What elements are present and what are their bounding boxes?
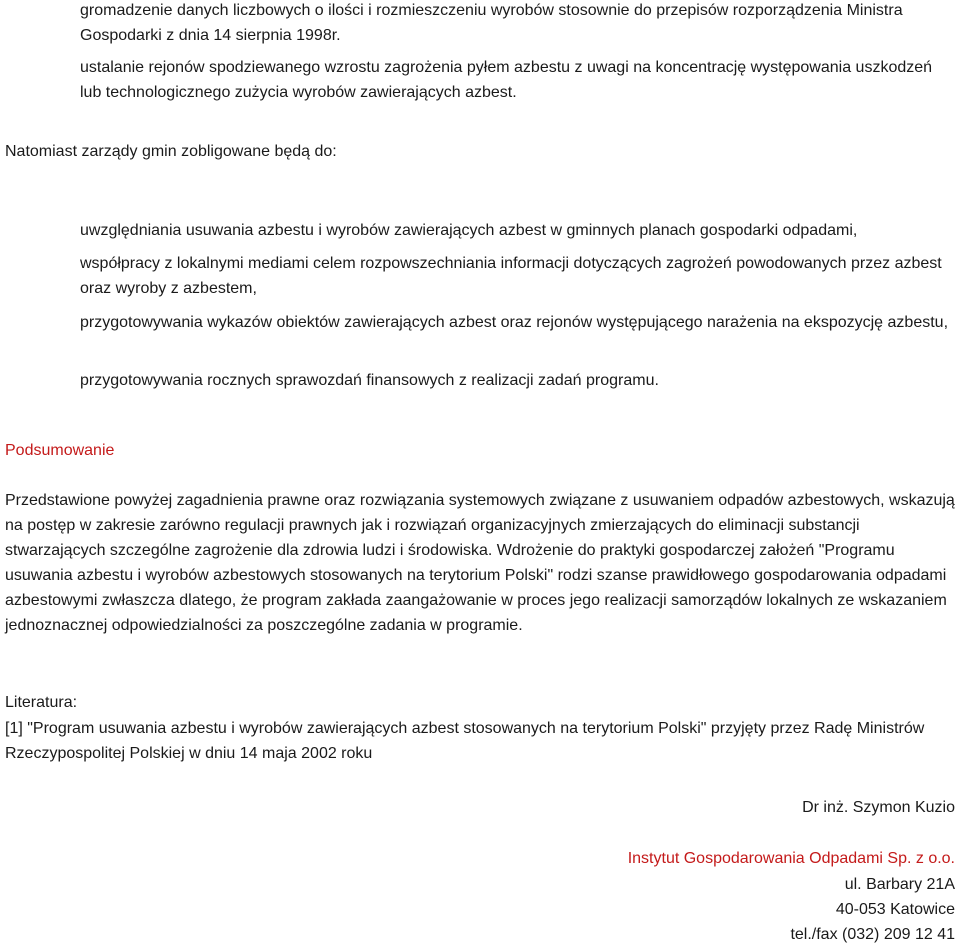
intro-paragraph: Natomiast zarządy gmin zobligowane będą do:	[5, 143, 337, 160]
list-item-waste-plans: uwzględniania usuwania azbestu i wyrobów zawierających azbest w gminnych planach gospodarki odpadami,	[80, 222, 858, 239]
institute-name: Instytut Gospodarowania Odpadami Sp. z o.o.	[627, 850, 955, 867]
list-item-risk-areas: ustalanie rejonów spodziewanego wzrostu zagrożenia pyłem azbestu z uwagi na koncentrację występowania uszkodzeń lub technologicznego zużycia wyrobów zawierających azbest.	[80, 59, 933, 101]
summary-paragraph: Przedstawione powyżej zagadnienia prawne oraz rozwiązania systemowych związane z usuwaniem odpadów azbestowych, wskazują na postęp w zakresie zarówno regulacji prawnych jak i rozwiązań organizacyjnych zmierzających do eliminacji substancji stwarzających szczególne zagrożenie dla zdrowia ludzi i środowiska. Wdrożenie do praktyki gospodarczej założeń "Programu usuwania azbestu i wyrobów azbestowych stosowanych na terytorium Polski" rodzi szanse prawidłowego gospodarowania odpadami azbestowymi zwłaszcza dlatego, że program zakłada zaangażowanie w proces jego realizacji samorządów lokalnych ze wskazaniem jednoznacznej odpowiedzialności za poszczególne zadania w programie.	[5, 492, 955, 634]
author-name: Dr inż. Szymon Kuzio	[802, 799, 955, 816]
summary-heading: Podsumowanie	[5, 442, 115, 459]
list-item-object-lists: przygotowywania wykazów obiektów zawierających azbest oraz rejonów występującego narażenia na ekspozycję azbestu,	[80, 314, 949, 331]
address-street: ul. Barbary 21A	[844, 876, 955, 893]
list-item-annual-reports: przygotowywania rocznych sprawozdań finansowych z realizacji zadań programu.	[80, 372, 659, 389]
address-city: 40-053 Katowice	[835, 901, 955, 918]
list-item-data-collection: gromadzenie danych liczbowych o ilości i rozmieszczeniu wyrobów stosownie do przepisów rozporządzenia Ministra Gospodarki z dnia 14 sierpnia 1998r.	[80, 2, 903, 44]
contact-phone: tel./fax (032) 209 12 41	[790, 926, 955, 943]
list-item-media-cooperation: współpracy z lokalnymi mediami celem rozpowszechniania informacji dotyczących zagrożeń powodowanych przez azbest oraz wyroby z azbestem,	[80, 255, 942, 297]
literature-item: [1] "Program usuwania azbestu i wyrobów zawierających azbest stosowanych na terytorium Polski" przyjęty przez Radę Ministrów Rzeczypospolitej Polskiej w dniu 14 maja 2002 roku	[5, 720, 925, 762]
literature-label: Literatura:	[5, 694, 78, 711]
